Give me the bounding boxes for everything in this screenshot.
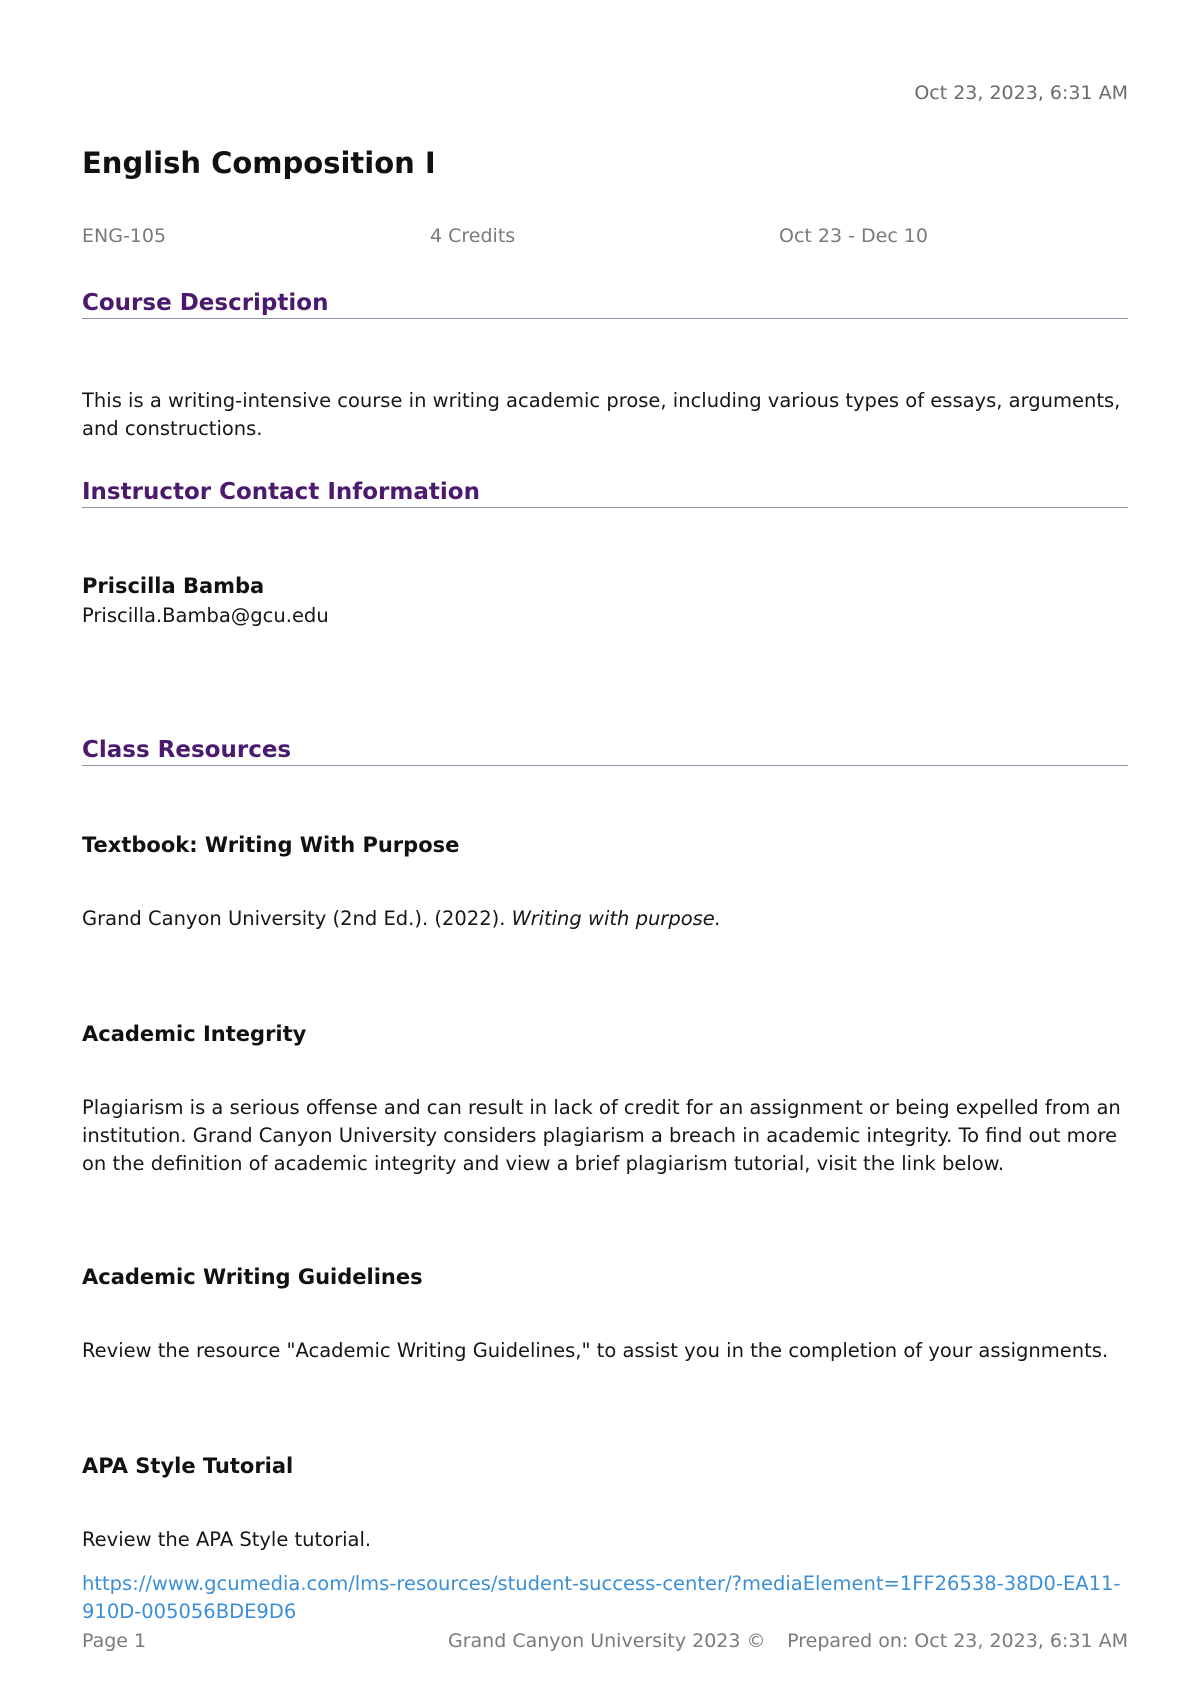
apa-tutorial-link[interactable]: https://www.gcumedia.com/lms-resources/student-success-center/?mediaElement=1FF26538-38D0-EA11-910D-005056BDE9D6 bbox=[82, 1572, 1121, 1623]
instructor-heading: Instructor Contact Information bbox=[82, 477, 1128, 508]
page-number: Page 1 bbox=[82, 1630, 147, 1652]
textbook-citation bbox=[82, 905, 1128, 933]
prepared-on: Prepared on: Oct 23, 2023, 6:31 AM bbox=[787, 1630, 1128, 1652]
academic-integrity-title: Academic Integrity bbox=[82, 1022, 307, 1046]
course-description-text: This is a writing-intensive course in writing academic prose, including various types of essays, arguments, and constructions. bbox=[82, 389, 1121, 440]
textbook-citation-title: Writing with purpose. bbox=[511, 907, 721, 930]
course-credits: 4 Credits bbox=[430, 225, 516, 247]
timestamp: Oct 23, 2023, 6:31 AM bbox=[914, 82, 1128, 104]
instructor-name: Priscilla Bamba bbox=[82, 574, 265, 598]
course-title: English Composition I bbox=[82, 146, 436, 180]
syllabus-page bbox=[82, 0, 1128, 1696]
apa-tutorial-text: Review the APA Style tutorial. bbox=[82, 1528, 372, 1551]
academic-integrity-text: Plagiarism is a serious offense and can result in lack of credit for an assignment or being expelled from an institution. Grand Canyon University considers plagiarism a breach in academic integrity. To find out more on the definition of academic integrity and view a brief plagiarism tutorial, visit the link below. bbox=[82, 1096, 1121, 1175]
writing-guidelines-text: Review the resource "Academic Writing Guidelines," to assist you in the completion of your assignments. bbox=[82, 1339, 1109, 1362]
course-description-heading: Course Description bbox=[82, 288, 1128, 319]
writing-guidelines-title: Academic Writing Guidelines bbox=[82, 1265, 423, 1289]
course-code: ENG-105 bbox=[82, 225, 167, 247]
textbook-title: Textbook: Writing With Purpose bbox=[82, 833, 460, 857]
course-dates: Oct 23 - Dec 10 bbox=[779, 225, 928, 247]
apa-tutorial-title: APA Style Tutorial bbox=[82, 1454, 294, 1478]
class-resources-heading: Class Resources bbox=[82, 735, 1128, 766]
textbook-citation-prefix: Grand Canyon University (2nd Ed.). (2022). bbox=[82, 907, 512, 930]
instructor-email: Priscilla.Bamba@gcu.edu bbox=[82, 604, 329, 627]
copyright: Grand Canyon University 2023 © bbox=[448, 1630, 766, 1652]
